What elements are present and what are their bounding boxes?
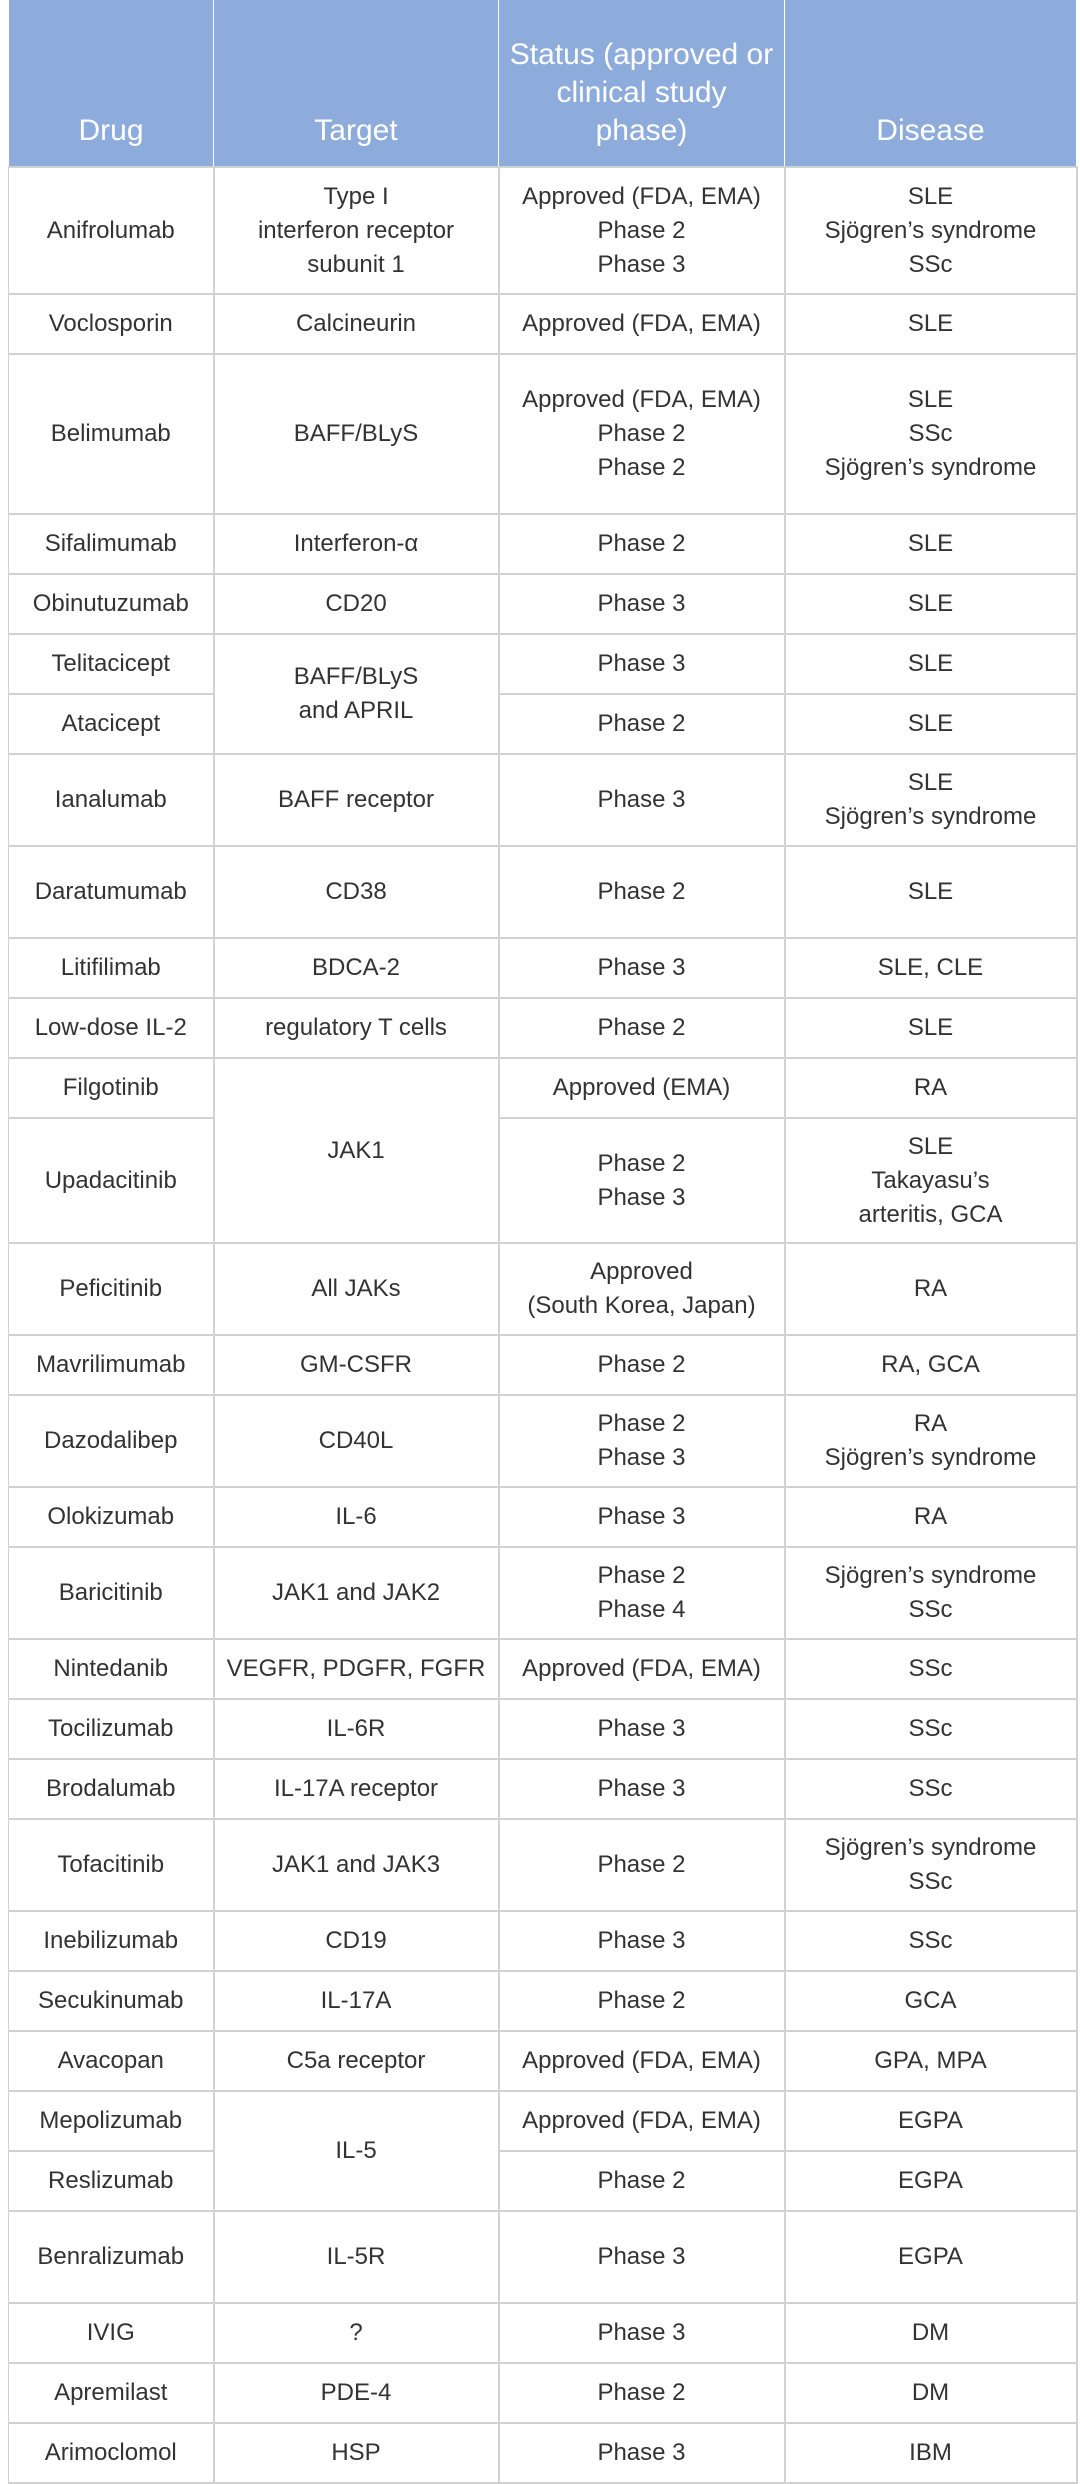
disease-cell: SLE <box>785 574 1077 634</box>
drug-cell: Inebilizumab <box>9 1911 214 1971</box>
status-cell: Phase 3 <box>499 1759 785 1819</box>
drug-cell: Peficitinib <box>9 1243 214 1335</box>
disease-cell: SLE <box>785 634 1077 694</box>
disease-cell: SLE Takayasu’s arteritis, GCA <box>785 1118 1077 1243</box>
status-cell: Phase 3 <box>499 2303 785 2363</box>
table-row <box>9 1971 1077 2031</box>
drug-cell: Mavrilimumab <box>9 1335 214 1395</box>
disease-cell: GPA, MPA <box>785 2031 1077 2091</box>
drug-cell: Upadacitinib <box>9 1118 214 1243</box>
drug-cell: Daratumumab <box>9 846 214 938</box>
drug-cell: Baricitinib <box>9 1547 214 1639</box>
target-cell: BAFF receptor <box>214 754 499 846</box>
disease-cell: SSc <box>785 1699 1077 1759</box>
disease-cell: SLE <box>785 694 1077 754</box>
drug-cell: Tocilizumab <box>9 1699 214 1759</box>
status-cell: Approved (South Korea, Japan) <box>499 1243 785 1335</box>
status-cell: Phase 2 <box>499 1819 785 1911</box>
drug-cell: Telitacicept <box>9 634 214 694</box>
header-row <box>9 0 1077 167</box>
status-cell: Phase 3 <box>499 1487 785 1547</box>
disease-cell: RA <box>785 1058 1077 1118</box>
disease-cell: SLE <box>785 998 1077 1058</box>
disease-cell: RA, GCA <box>785 1335 1077 1395</box>
target-cell: IL-6 <box>214 1487 499 1547</box>
table-body <box>9 167 1077 2483</box>
table-row <box>9 1243 1077 1335</box>
status-cell: Phase 2 <box>499 514 785 574</box>
target-cell: All JAKs <box>214 1243 499 1335</box>
table-row <box>9 694 1077 754</box>
drug-cell: Litifilimab <box>9 938 214 998</box>
disease-cell: SSc <box>785 1639 1077 1699</box>
table-row <box>9 1118 1077 1243</box>
target-cell: HSP <box>214 2423 499 2483</box>
disease-cell: SLE <box>785 846 1077 938</box>
drug-cell: Voclosporin <box>9 294 214 354</box>
table-row <box>9 998 1077 1058</box>
target-cell: BAFF/BLyS and APRIL <box>214 634 499 754</box>
disease-cell: Sjögren’s syndrome SSc <box>785 1819 1077 1911</box>
disease-cell: SSc <box>785 1759 1077 1819</box>
target-cell: CD19 <box>214 1911 499 1971</box>
target-cell: IL-5R <box>214 2211 499 2303</box>
drug-cell: Sifalimumab <box>9 514 214 574</box>
disease-cell: Sjögren’s syndrome SSc <box>785 1547 1077 1639</box>
disease-cell: RA <box>785 1243 1077 1335</box>
table-row <box>9 1335 1077 1395</box>
target-cell: Interferon-α <box>214 514 499 574</box>
disease-cell: EGPA <box>785 2091 1077 2151</box>
target-cell: VEGFR, PDGFR, FGFR <box>214 1639 499 1699</box>
status-cell: Approved (FDA, EMA) <box>499 1639 785 1699</box>
status-cell: Phase 2 Phase 3 <box>499 1395 785 1487</box>
target-cell: CD40L <box>214 1395 499 1487</box>
disease-cell: RA <box>785 1487 1077 1547</box>
target-cell: Type I interferon receptor subunit 1 <box>214 167 499 294</box>
status-cell: Approved (FDA, EMA) <box>499 294 785 354</box>
table-row <box>9 2211 1077 2303</box>
table-row <box>9 354 1077 514</box>
disease-cell: IBM <box>785 2423 1077 2483</box>
status-cell: Approved (EMA) <box>499 1058 785 1118</box>
drug-cell: Ianalumab <box>9 754 214 846</box>
target-cell: JAK1 and JAK3 <box>214 1819 499 1911</box>
status-cell: Phase 3 <box>499 2211 785 2303</box>
drug-cell: Olokizumab <box>9 1487 214 1547</box>
table-row <box>9 514 1077 574</box>
table-row <box>9 938 1077 998</box>
disease-cell: SLE <box>785 294 1077 354</box>
disease-cell: DM <box>785 2303 1077 2363</box>
drug-cell: Tofacitinib <box>9 1819 214 1911</box>
table-row <box>9 1395 1077 1487</box>
table-row <box>9 1547 1077 1639</box>
target-cell: ? <box>214 2303 499 2363</box>
drug-cell: Belimumab <box>9 354 214 514</box>
table-row <box>9 1058 1077 1118</box>
drug-cell: Mepolizumab <box>9 2091 214 2151</box>
status-cell: Phase 3 <box>499 1911 785 1971</box>
table-row <box>9 574 1077 634</box>
target-cell: PDE-4 <box>214 2363 499 2423</box>
status-cell: Phase 2 <box>499 2151 785 2211</box>
status-cell: Phase 2 Phase 3 <box>499 1118 785 1243</box>
status-cell: Phase 3 <box>499 1699 785 1759</box>
disease-cell: RA Sjögren’s syndrome <box>785 1395 1077 1487</box>
drug-cell: Brodalumab <box>9 1759 214 1819</box>
status-cell: Phase 2 <box>499 694 785 754</box>
target-cell: JAK1 and JAK2 <box>214 1547 499 1639</box>
table-row <box>9 167 1077 294</box>
status-cell: Phase 3 <box>499 2423 785 2483</box>
disease-cell: SLE SSc Sjögren’s syndrome <box>785 354 1077 514</box>
disease-cell: DM <box>785 2363 1077 2423</box>
table-row <box>9 2303 1077 2363</box>
status-cell: Phase 3 <box>499 574 785 634</box>
status-cell: Phase 3 <box>499 938 785 998</box>
target-cell: IL-6R <box>214 1699 499 1759</box>
status-cell: Phase 2 <box>499 998 785 1058</box>
target-cell: JAK1 <box>214 1058 499 1243</box>
table-row <box>9 1487 1077 1547</box>
target-cell: GM-CSFR <box>214 1335 499 1395</box>
table-row <box>9 294 1077 354</box>
drug-cell: Reslizumab <box>9 2151 214 2211</box>
status-cell: Approved (FDA, EMA) <box>499 2031 785 2091</box>
header-target: Target <box>214 0 499 167</box>
drug-cell: Arimoclomol <box>9 2423 214 2483</box>
disease-cell: SSc <box>785 1911 1077 1971</box>
target-cell: regulatory T cells <box>214 998 499 1058</box>
disease-cell: GCA <box>785 1971 1077 2031</box>
status-cell: Phase 2 <box>499 2363 785 2423</box>
target-cell: CD20 <box>214 574 499 634</box>
status-cell: Phase 2 <box>499 1335 785 1395</box>
table-row <box>9 1911 1077 1971</box>
status-cell: Phase 2 <box>499 846 785 938</box>
disease-cell: EGPA <box>785 2151 1077 2211</box>
table-row <box>9 2031 1077 2091</box>
status-cell: Phase 2 Phase 4 <box>499 1547 785 1639</box>
table-container <box>8 0 1076 2484</box>
target-cell: Calcineurin <box>214 294 499 354</box>
target-cell: C5a receptor <box>214 2031 499 2091</box>
table-row <box>9 2151 1077 2211</box>
drug-cell: Atacicept <box>9 694 214 754</box>
target-cell: IL-17A <box>214 1971 499 2031</box>
status-cell: Phase 3 <box>499 634 785 694</box>
header-status: Status (approved or clinical study phase) <box>499 0 785 167</box>
table-row <box>9 1639 1077 1699</box>
disease-cell: SLE Sjögren’s syndrome SSc <box>785 167 1077 294</box>
disease-cell: SLE Sjögren’s syndrome <box>785 754 1077 846</box>
drug-cell: Avacopan <box>9 2031 214 2091</box>
drug-cell: Secukinumab <box>9 1971 214 2031</box>
table-row <box>9 1759 1077 1819</box>
table-row <box>9 1819 1077 1911</box>
drug-cell: IVIG <box>9 2303 214 2363</box>
drug-cell: Filgotinib <box>9 1058 214 1118</box>
drug-cell: Dazodalibep <box>9 1395 214 1487</box>
target-cell: BAFF/BLyS <box>214 354 499 514</box>
status-cell: Approved (FDA, EMA) Phase 2 Phase 2 <box>499 354 785 514</box>
header-drug: Drug <box>9 0 214 167</box>
status-cell: Approved (FDA, EMA) <box>499 2091 785 2151</box>
drug-cell: Apremilast <box>9 2363 214 2423</box>
table-row <box>9 846 1077 938</box>
target-cell: IL-5 <box>214 2091 499 2211</box>
target-cell: BDCA-2 <box>214 938 499 998</box>
table-row <box>9 2423 1077 2483</box>
disease-cell: SLE, CLE <box>785 938 1077 998</box>
disease-cell: EGPA <box>785 2211 1077 2303</box>
header-disease: Disease <box>785 0 1077 167</box>
drug-table <box>8 0 1078 2484</box>
target-cell: CD38 <box>214 846 499 938</box>
drug-cell: Anifrolumab <box>9 167 214 294</box>
table-row <box>9 634 1077 694</box>
status-cell: Phase 3 <box>499 754 785 846</box>
table-row <box>9 754 1077 846</box>
target-cell: IL-17A receptor <box>214 1759 499 1819</box>
drug-cell: Low-dose IL-2 <box>9 998 214 1058</box>
table-row <box>9 2091 1077 2151</box>
disease-cell: SLE <box>785 514 1077 574</box>
status-cell: Approved (FDA, EMA) Phase 2 Phase 3 <box>499 167 785 294</box>
drug-cell: Benralizumab <box>9 2211 214 2303</box>
status-cell: Phase 2 <box>499 1971 785 2031</box>
table-row <box>9 1699 1077 1759</box>
drug-cell: Obinutuzumab <box>9 574 214 634</box>
table-row <box>9 2363 1077 2423</box>
drug-cell: Nintedanib <box>9 1639 214 1699</box>
